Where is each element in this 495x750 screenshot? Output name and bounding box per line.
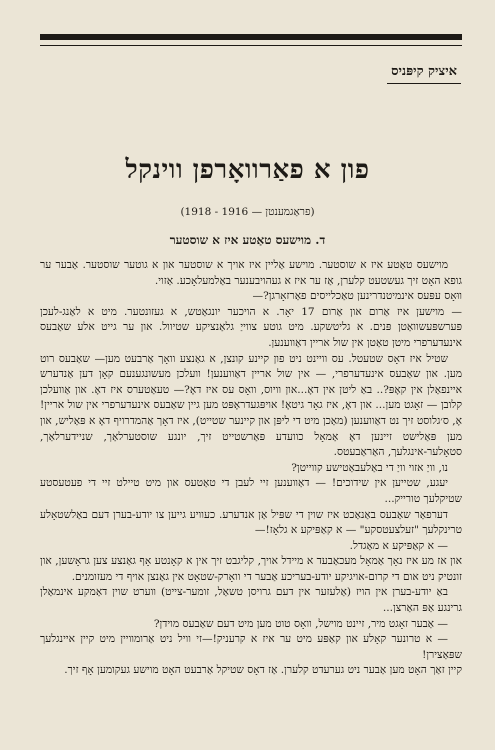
- article-title: פון א פאַרוואָרפן ווינקל: [125, 155, 370, 185]
- top-rule-thick: [40, 34, 462, 40]
- section-heading: ד. מוישעס טאַטע איז א שוסטער: [169, 233, 326, 247]
- article-subtitle: (פראַגמענטן — 1916 - 1918): [180, 206, 315, 218]
- paragraph: מוישעס טאַטע איז א שוסטער. מוישע אַליין איז אויך א שוסטער און א גוטער שוסטער. אַבער ער גופא האָט זיך געשטעט קלערן, אַז ער איז א געהויבענער באַלמעלאָכע. אַזוי.: [40, 259, 462, 287]
- paragraph: — א טרונער קאָלע און קאַפּע מיט ער איז א קרעניק!—זי וויל ניט אַרומוויין מיט קיין איינגלעך שפּאַצירן!: [40, 633, 462, 661]
- paragraph: נו, וויַ אזוי וויַ די באַלעבאַטישע קווייטן?: [291, 461, 448, 474]
- paragraph: באַ יודע-בערן אין הויז (אַלעזער אין דעם גרויסן טשאַל, זומער-צייט) ווערט שוין דאַמקע אינמאַלן גרינגע אַפּ האַרצן...: [40, 586, 462, 615]
- paragraph: יעגע, שטייען אין שידוכים! — דאַווענען זיי לעבן די טאַטעס און מיט טיילט זיי די פעטעסטע שטיקלעך טורייק...: [40, 477, 462, 505]
- paragraph: דערפאַר שאַבעס באַנאַכט איז שוין די שפּיל אַן אנדערע. כעוויע גייען צו יודע-בערן דעם באַלשטאָלע טרינקלעך "זעלצעטסקע" — א קאַפּיקע א גלאָז!—: [40, 508, 462, 537]
- top-rule-thin: [40, 45, 462, 46]
- paragraph: — א קאַפּיקע א מאַגדל.: [349, 539, 448, 552]
- author-name: איציק קיפּניס: [387, 63, 461, 84]
- paragraph: און אז מע איז נאָך אַמאָל מעכאַבעד א מיידל אויך, קליגבט זיך אין א קאָנטע אָף גאַנצע צען גראָשען, און זונטיק ניט אום די קרום-אויגיקע יודע-בעריכע אַבער די וואָרק-שטאָט אין גאַנצן אויף די מעזומנים.: [40, 555, 462, 583]
- paragraph: ווּאָס עפּעס אינמיטנדרינען טאַכלייסים פאַרזאָרגן?—: [252, 290, 462, 303]
- paragraph: קיין זאַך האָט מען אַבער ניט גערעדט קלערן. אַז דאָס שטיקל אַרבעט האָט מוישע געקומען אָף זיך.: [64, 664, 462, 677]
- paragraph: — מוישען איז אַרום און אַרום 17 יאָר. א הויכער יונגאַטש, א געזונטער. מיט א לאַנג-לעכן פּערשפּעשוואַטן פּנים. א גליטשקע. מיט גוטע צווייַ גלאַנציקע שטיוול. און ער גייט אלע שאַבעס אינעדערפרי מיטן טאַטן אין שול אריין דאַווענען.: [40, 305, 462, 349]
- paragraph: — אַבער זאָגט מיר, זיינט מוישל, וואָס טוט מען מיט דעם שאַבעס מוידן?: [153, 617, 448, 630]
- article-body: [40, 258, 462, 743]
- paragraph: שטיל איז דאָס שטעטל. עס וויינט ניט פון קיינע קונצן, א גאַנצע וואָך אַרבעט מען— שאַבעס רוט מען. און שאַבעס אינעדערפרי, — אין שול אריין דאַווענען! וועלכן מעשונגענעם קאָן דען אַנדערש איינפאַלן אין קאָפּ?.. באַ ליטן אין דאָ...און וויוס, וואָס עס איז דאָ?— טעאַטערס איז דאָ. און אַוועלכן קלובן — זאָגט מען... און דאָ, איז גאָר גיטאָ! אויפּגעדראָפּט מען גיין שאַבעס אינעדערפרי אין שול אריין! אָ, ס׳גלוסט זיך נט דאַווענען (מאַכן מיט די ליפּן און קיינער שטייט), איז דאָך אַהמדרויף דאָ א פּאַליש, און מען פּאַלישט זיינען דאָ אַמאָל כוועדע פּאַרשטייט זיך, יונגע שוסטערלאַך, שניידערלאַך, סטאָלער-אינגלעך, האַראַבעטס.: [40, 352, 462, 459]
